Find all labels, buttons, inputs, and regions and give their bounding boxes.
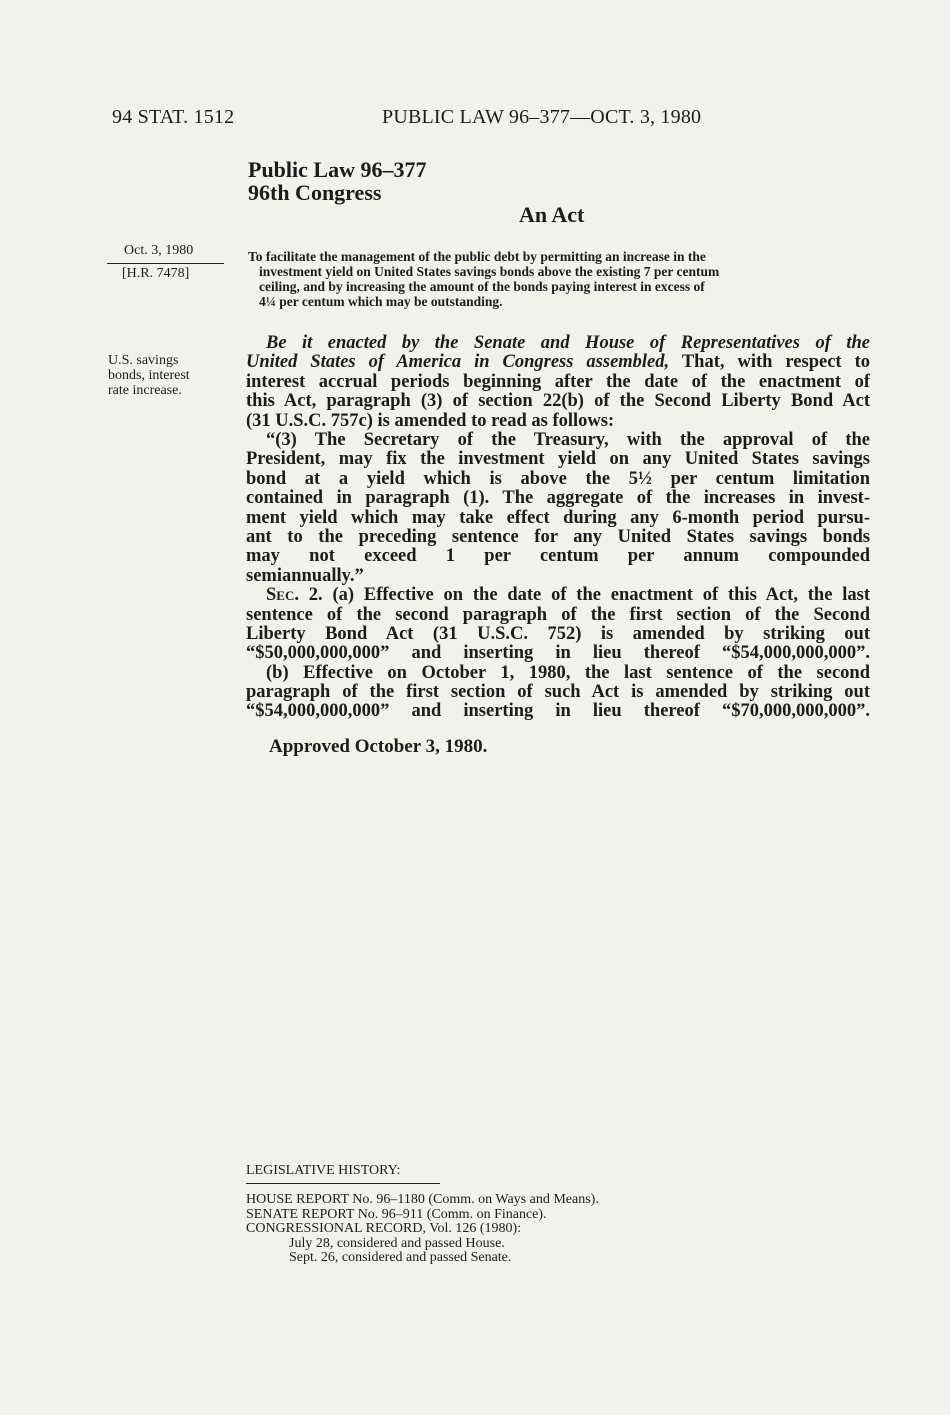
section-1-text (246, 334, 870, 722)
enacting-clause-line (246, 353, 870, 372)
margin-note-line: rate increase. (108, 383, 182, 398)
act-heading: An Act (519, 202, 585, 227)
margin-note (108, 353, 190, 398)
margin-divider (107, 263, 224, 264)
long-title-line: investment yield on United States savings bonds above the existing 7 per centum (259, 264, 720, 279)
long-title (248, 249, 870, 309)
margin-bill-number: [H.R. 7478] (122, 266, 190, 281)
quoted-line: bond at a yield which is above the 5½ per centum limitation (246, 469, 870, 489)
quoted-line: semiannually.” (246, 565, 364, 586)
quoted-line: “(3) The Secretary of the Treasury, with the approval of the (266, 430, 870, 450)
legislative-history-list (246, 1193, 599, 1266)
body-line: interest accrual periods beginning after the date of the enactment of (246, 372, 870, 392)
body-line: (31 U.S.C. 757c) is amended to read as follows: (246, 410, 615, 431)
section-2-line: “$54,000,000,000” and inserting in lieu thereof “$70,000,000,000”. (246, 702, 870, 722)
quoted-line: contained in paragraph (1). The aggregate of the increases in invest- (246, 489, 870, 509)
legislative-history-heading: LEGISLATIVE HISTORY: (246, 1163, 401, 1178)
approval-date: Approved October 3, 1980. (269, 736, 488, 757)
legislative-history-subitem: Sept. 26, considered and passed Senate. (289, 1250, 512, 1265)
section-2-line: (b) Effective on October 1, 1980, the last sentence of the second (266, 663, 870, 683)
quoted-line: ant to the preceding sentence for any United States savings bonds (246, 527, 870, 547)
congress-number: 96th Congress (248, 180, 382, 205)
statute-page-number: 94 STAT. 1512 (112, 106, 235, 128)
legislative-history-item: CONGRESSIONAL RECORD, Vol. 126 (1980): (246, 1221, 522, 1236)
enacting-clause-italic: United States of America in Congress assembled, (246, 353, 670, 373)
enacting-clause-line: Be it enacted by the Senate and House of Representatives of the (266, 334, 870, 353)
section-2-first-text: (a) Effective on the date of the enactment of this Act, the last (322, 586, 870, 606)
margin-note-line: U.S. savings (108, 353, 179, 368)
legislative-history-divider (246, 1183, 440, 1184)
long-title-line: ceiling, and by increasing the amount of the bonds paying interest in excess of (259, 279, 705, 294)
legislative-history-subitem: July 28, considered and passed House. (289, 1235, 505, 1251)
long-title-line: 4¼ per centum which may be outstanding. (259, 294, 503, 309)
margin-date: Oct. 3, 1980 (124, 243, 194, 258)
margin-note-line: bonds, interest (108, 368, 190, 383)
legislative-history-item: SENATE REPORT No. 96–911 (Comm. on Finance). (246, 1206, 547, 1222)
running-header: PUBLIC LAW 96–377—OCT. 3, 1980 (382, 106, 702, 128)
long-title-line: To facilitate the management of the public debt by permitting an increase in the (248, 249, 706, 264)
quoted-line: President, may fix the investment yield on any United States savings (246, 450, 870, 470)
section-2-first-line (246, 586, 870, 605)
quoted-line: ment yield which may take effect during any 6-month period pursu- (246, 508, 870, 528)
section-2-line: sentence of the second paragraph of the first section of the Second (246, 605, 870, 625)
legislative-history-item: HOUSE REPORT No. 96–1180 (Comm. on Ways and Means). (246, 1192, 599, 1207)
quoted-line: may not exceed 1 per centum per annum compounded (246, 547, 870, 567)
section-2-label: Sec. 2. (266, 586, 323, 606)
section-2-line: Liberty Bond Act (31 U.S.C. 752) is amended by striking out (246, 624, 870, 644)
enacting-clause-rest: That, with respect to (669, 353, 870, 373)
body-line: this Act, paragraph (3) of section 22(b) of the Second Liberty Bond Act (246, 392, 870, 412)
public-law-number: Public Law 96–377 (248, 157, 427, 182)
section-2-line: “$50,000,000,000” and inserting in lieu thereof “$54,000,000,000”. (246, 644, 870, 664)
section-2-line: paragraph of the first section of such Act is amended by striking out (246, 683, 870, 703)
